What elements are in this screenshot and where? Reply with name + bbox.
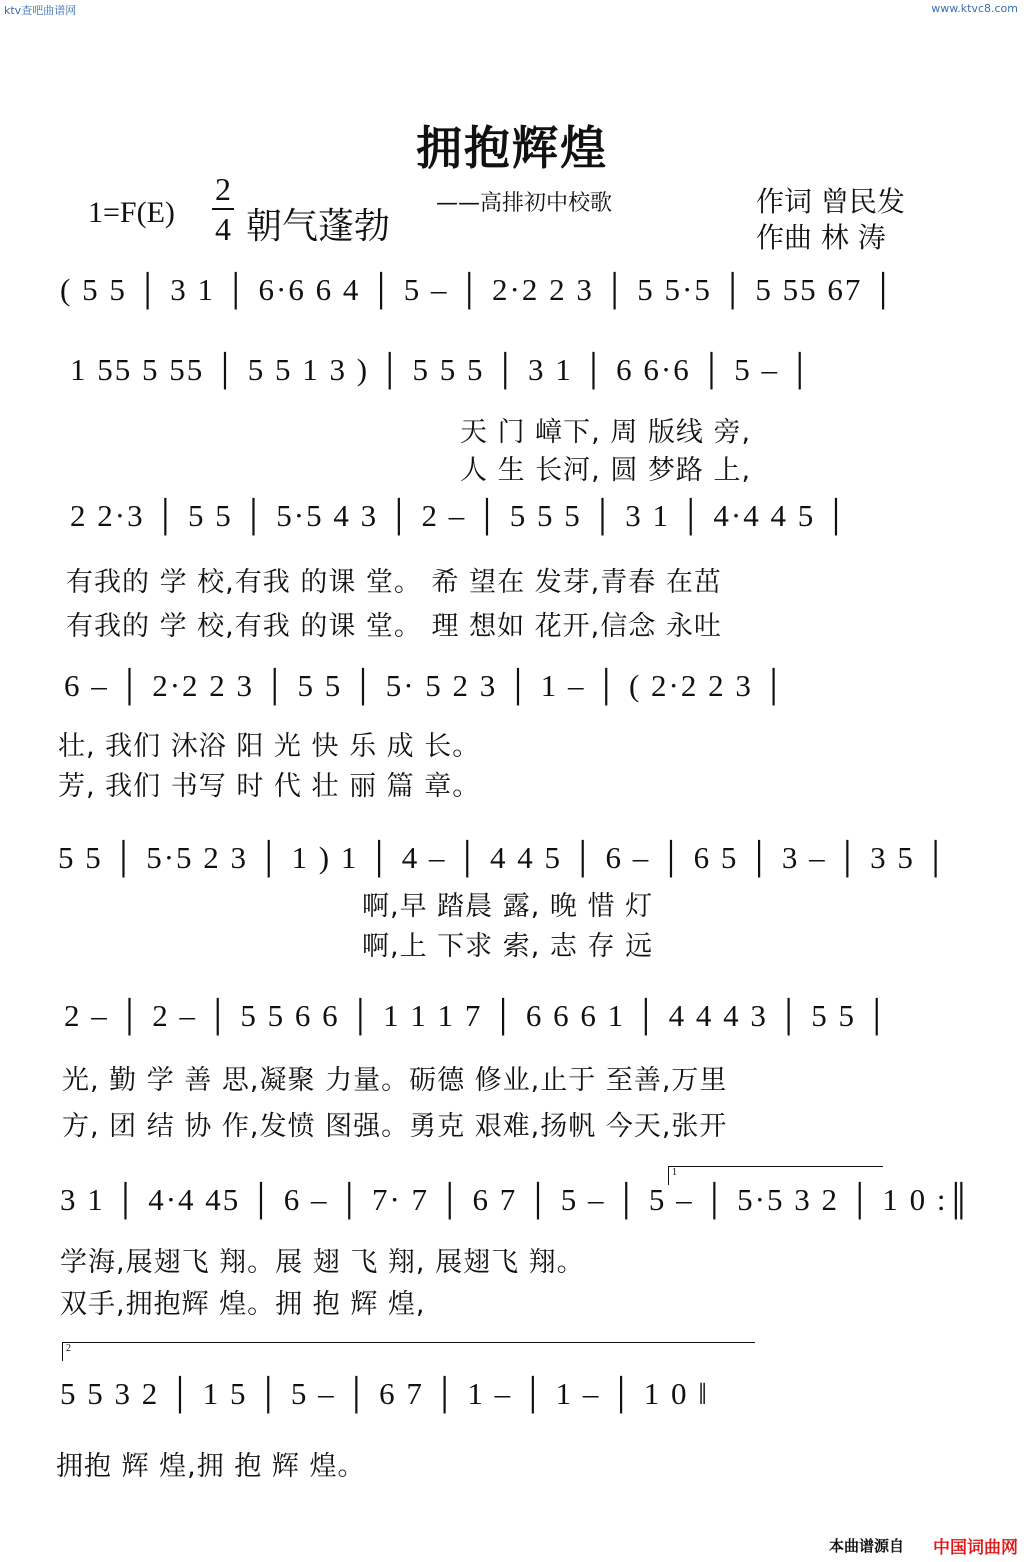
lyric-line-8: 拥抱 辉 煌,拥 抱 辉 煌。 <box>56 1451 366 1482</box>
notation-line-2: 1 55 5 55 │ 5 5 1 3 ) │ 5 5 5 │ 3 1 │ 6 6·6 │ 5 – │ <box>70 352 813 387</box>
footer-source: 本曲谱源自 <box>828 1537 904 1555</box>
footer-site-link[interactable]: 中国词曲网 <box>933 1538 1018 1558</box>
notation-line-7: 3 1 │ 4·4 45 │ 6 – │ 7· 7 │ 6 7 │ 5 – │ 5 – │ 5·5 3 2 │ 1 0 :║ <box>60 1182 972 1217</box>
key-signature: 1=F(E) <box>88 196 175 229</box>
song-title: 拥抱辉煌 <box>416 121 608 175</box>
subtitle: ——高排初中校歌 <box>436 191 613 216</box>
lyric-line-4-verse-2: 芳, 我们 书写 时 代 壮 丽 篇 章。 <box>58 771 481 802</box>
notation-line-1: ( 5 5 │ 3 1 │ 6·6 6 4 │ 5 – │ 2·2 2 3 │ 5 5·5 │ 5 55 67 │ <box>60 272 897 307</box>
lyric-line-5-verse-2: 啊,上 下求 索, 志 存 远 <box>362 931 654 962</box>
notation-line-5: 5 5 │ 5·5 2 3 │ 1 ) 1 │ 4 – │ 4 4 5 │ 6 – │ 6 5 │ 3 – │ 3 5 │ <box>58 840 949 875</box>
lyric-line-4-verse-1: 壮, 我们 沐浴 阳 光 快 乐 成 长。 <box>58 731 481 762</box>
lyric-line-6-verse-2: 方, 团 结 协 作,发愤 图强。勇克 艰难,扬帆 今天,张开 <box>62 1111 728 1142</box>
composer-credit: 作曲 林 涛 <box>756 221 886 254</box>
lyricist-credit: 作词 曾民发 <box>756 185 905 218</box>
tempo-marking: 朝气蓬勃 <box>246 206 391 247</box>
lyric-line-2-verse-2: 人 生 长河, 圆 梦路 上, <box>460 455 752 486</box>
notation-line-3: 2 2·3 │ 5 5 │ 5·5 4 3 │ 2 – │ 5 5 5 │ 3 1 │ 4·4 4 5 │ <box>70 498 849 533</box>
lyric-line-6-verse-1: 光, 勤 学 善 思,凝聚 力量。砺德 修业,止于 至善,万里 <box>62 1065 728 1096</box>
lyric-line-7-verse-2: 双手,拥抱辉 煌。拥 抱 辉 煌, <box>60 1289 426 1320</box>
notation-line-8: 5 5 3 2 │ 1 5 │ 5 – │ 6 7 │ 1 – │ 1 – │ 1 0 ‖ <box>60 1376 709 1411</box>
lyric-line-3-verse-2: 有我的 学 校,有我 的课 堂。 理 想如 花开,信念 永吐 <box>66 611 722 642</box>
time-signature <box>210 170 236 248</box>
notation-line-4: 6 – │ 2·2 2 3 │ 5 5 │ 5· 5 2 3 │ 1 – │ ( 2·2 2 3 │ <box>64 668 787 703</box>
time-signature-top: 2 <box>215 171 231 207</box>
lyric-line-3-verse-1: 有我的 学 校,有我 的课 堂。 希 望在 发芽,青春 在茁 <box>66 567 722 598</box>
time-signature-bottom: 4 <box>215 211 231 247</box>
watermark-right: www.ktvc8.com <box>931 2 1018 15</box>
watermark-left: ktv查吧曲谱网 <box>4 4 77 17</box>
lyric-line-7-verse-1: 学海,展翅飞 翔。展 翅 飞 翔, 展翅飞 翔。 <box>60 1247 585 1278</box>
lyric-line-2-verse-1: 天 门 嶂下, 周 版线 旁, <box>460 417 752 448</box>
notation-line-6: 2 – │ 2 – │ 5 5 6 6 │ 1 1 1 7 │ 6 6 6 1 │ 4 4 4 3 │ 5 5 │ <box>64 998 890 1033</box>
second-ending-bracket: 2 <box>62 1342 755 1361</box>
first-ending-bracket: 1 <box>668 1166 883 1185</box>
lyric-line-5-verse-1: 啊,早 踏晨 露, 晚 惜 灯 <box>362 891 654 922</box>
